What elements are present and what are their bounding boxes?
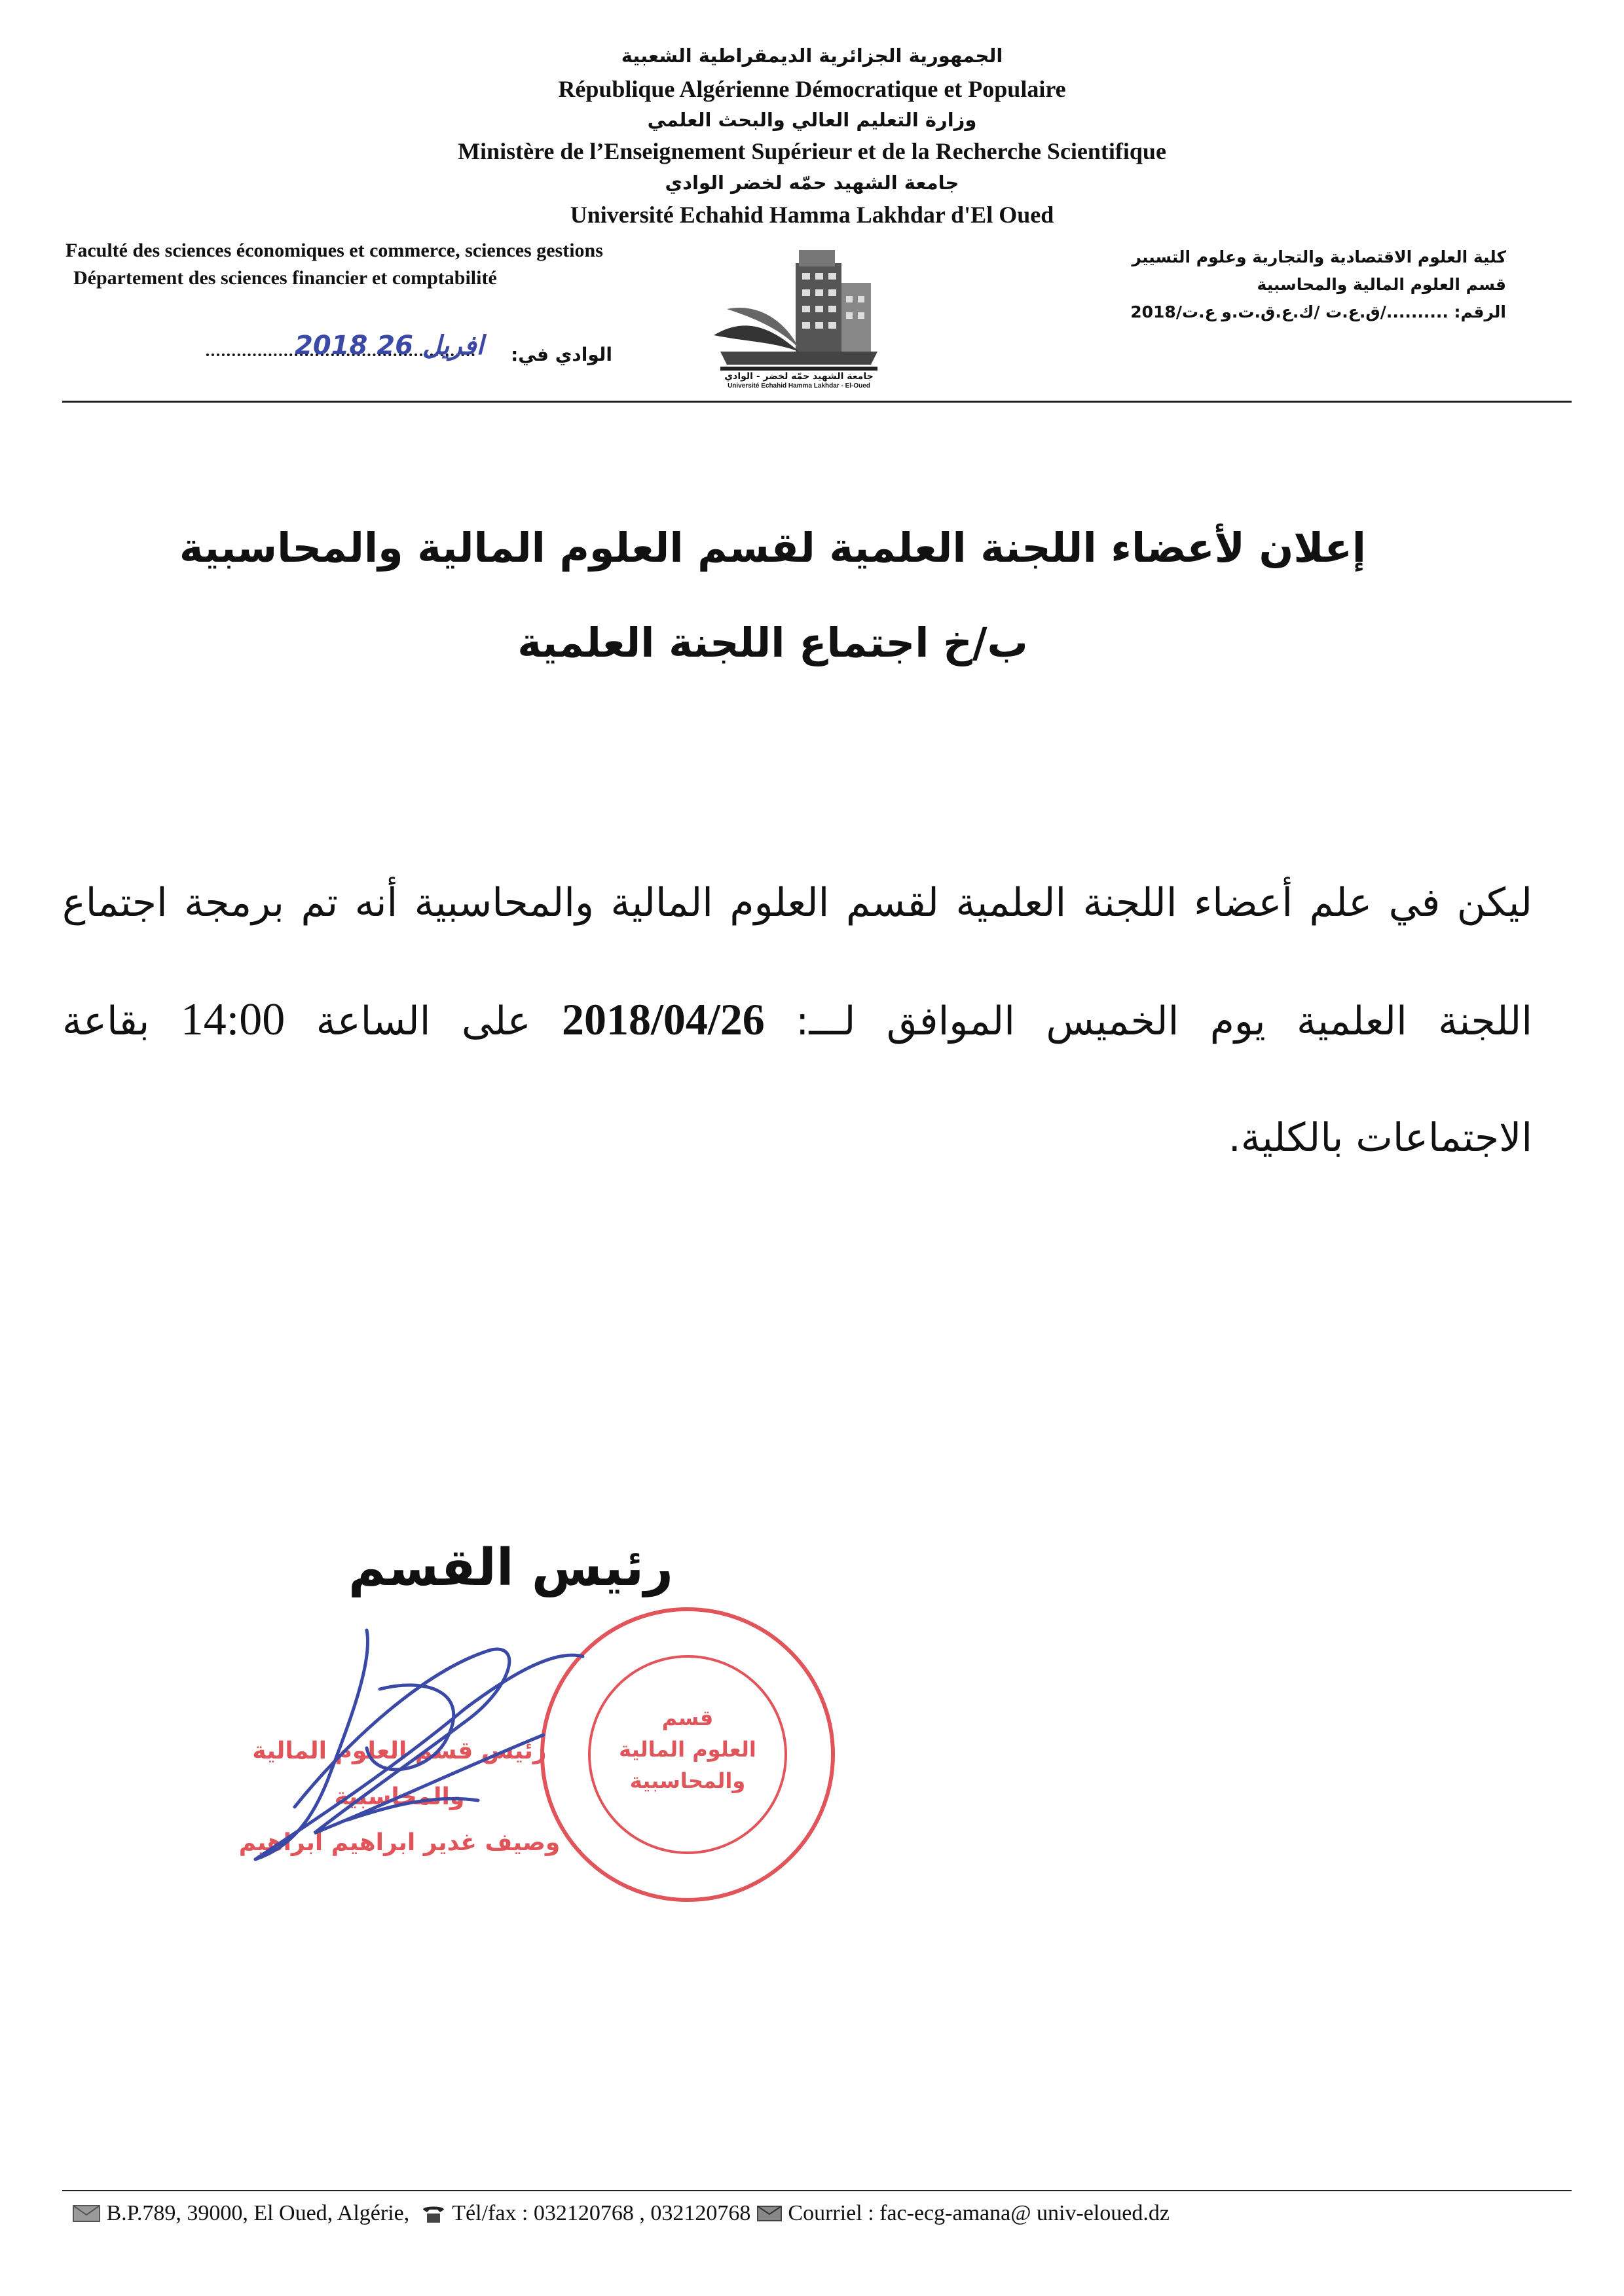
header-divider: [62, 401, 1572, 403]
body-text-part2: على الساعة: [285, 998, 562, 1044]
footer-telfax: Tél/fax : 032120768 , 032120768: [452, 2201, 751, 2226]
seal-center-line-3: والمحاسبية: [629, 1768, 746, 1793]
announcement-subtitle: ب/خ اجتماع اللجنة العلمية: [517, 619, 1028, 666]
university-ar: جامعة الشهيد حمّه لخضر الوادي: [665, 172, 959, 194]
stamp-line-1: رئيس قسم العلوم المالية والمحاسبية: [252, 1738, 547, 1810]
logo-caption-ar: جامعة الشهيد حمّه لخضر - الوادي: [724, 371, 874, 382]
date-label: الوادي في:: [511, 344, 612, 365]
seal-center-text: [609, 1702, 766, 1796]
university-building-icon: [701, 237, 897, 394]
announcement-body: [62, 845, 1532, 1196]
signature-title: رئيس القسم: [348, 1539, 674, 1597]
ministry-fr: Ministère de l’Enseignement Supérieur et de la Recherche Scientifique: [458, 138, 1166, 164]
logo-caption-fr: Université Echahid Hamma Lakhdar - El-Oued: [728, 382, 870, 390]
seal-center-line-2: العلوم المالية: [619, 1737, 756, 1762]
department-ar: قسم العلوم المالية والمحاسبية: [1257, 275, 1506, 294]
faculty-ar: كلية العلوم الاقتصادية والتجارية وعلوم التسيير: [1132, 247, 1506, 266]
republic-ar: الجمهورية الجزائرية الديمقراطية الشعبية: [621, 45, 1003, 67]
reference-number: الرقم: ........../ق.ع.ت /ك.ع.ق.ت.و ع.ت/2018: [1130, 302, 1506, 321]
footer: [72, 2200, 1578, 2226]
announcement-title: إعلان لأعضاء اللجنة العلمية لقسم العلوم المالية والمحاسبية: [179, 524, 1367, 572]
handwritten-date: 2018 افريل 26: [295, 331, 484, 361]
faculty-fr: Faculté des sciences économiques et commerce, sciences gestions: [65, 240, 603, 261]
republic-fr: République Algérienne Démocratique et Populaire: [558, 76, 1066, 102]
footer-email: Courriel : fac-ecg-amana@ univ-eloued.dz: [788, 2201, 1170, 2226]
university-logo: [701, 237, 897, 394]
stamp-line-2: وصيف غدير ابراهيم ابراهيم: [238, 1829, 561, 1856]
date-line: [206, 331, 612, 376]
meeting-date: 2018/04/26: [561, 994, 765, 1044]
body-text-part1: ليكن في علم أعضاء اللجنة العلمية لقسم العلوم المالية والمحاسبية أنه تم برمجة اجتماع اللجنة العلمية يوم الخميس الموافق لـــ:: [62, 880, 1532, 1044]
signature-scribble-icon: [216, 1611, 622, 1886]
university-fr: Université Echahid Hamma Lakhdar d'El Oued: [570, 202, 1054, 228]
department-fr: Département des sciences financier et comptabilité: [73, 267, 497, 289]
faculty-department-ar: [1008, 244, 1506, 326]
faculty-department-fr: [65, 240, 674, 289]
body-text-part3: بقاعة الاجتماعات بالكلية.: [62, 998, 1532, 1161]
mailbox-icon: [72, 2203, 101, 2224]
footer-divider: [62, 2190, 1572, 2191]
meeting-time: 14:00: [180, 994, 286, 1045]
ministry-ar: وزارة التعليم العالي والبحث العلمي: [647, 109, 977, 131]
telephone-icon: [420, 2203, 447, 2224]
email-icon: [756, 2203, 783, 2224]
handwritten-signature: [216, 1611, 622, 1886]
footer-address: B.P.789, 39000, El Oued, Algérie,: [106, 2201, 410, 2226]
seal-center-line-1: قسم: [661, 1705, 714, 1730]
